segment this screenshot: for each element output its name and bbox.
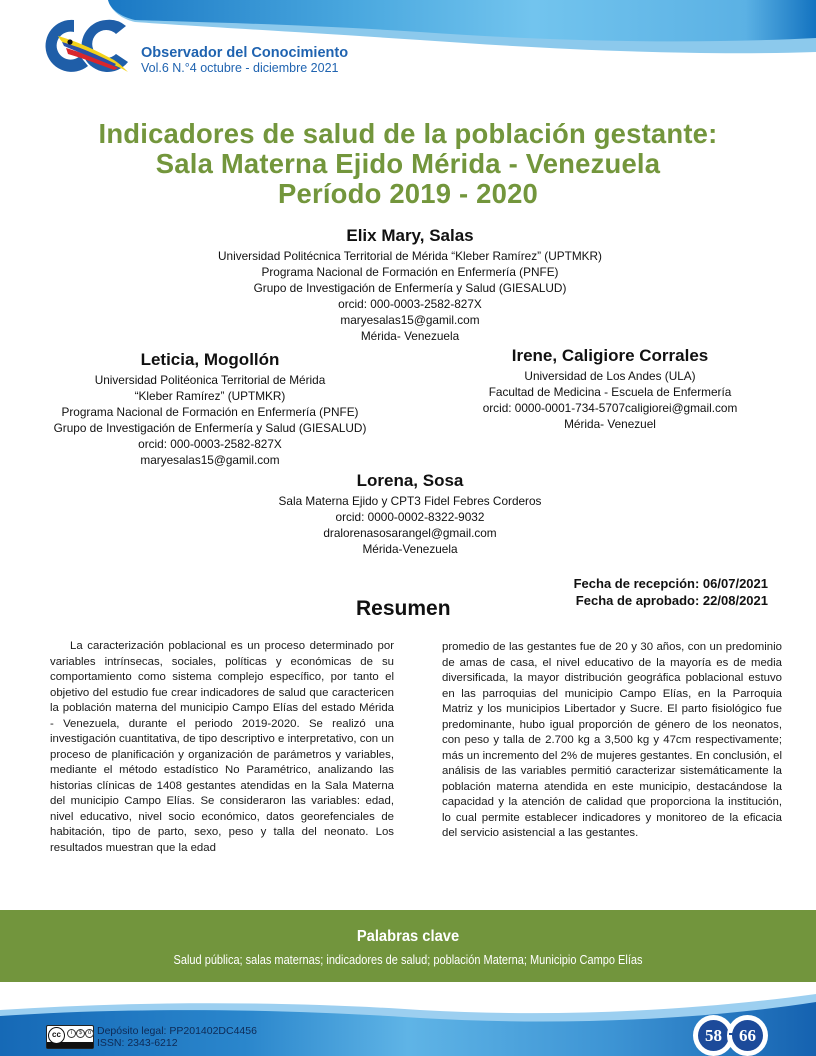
journal-masthead [141,45,348,75]
author-block [200,471,620,557]
title-line: Indicadores de salud de la población gestante: [98,118,718,149]
author-block [410,346,810,432]
author-orcid: orcid: 0000-0001-734-5707caligiorei@gmail.com [482,401,738,415]
deposito-legal: Depósito legal: PP201402DC4456 [97,1025,257,1037]
nc-icon: $ [76,1029,85,1038]
page-start: 58 [698,1020,729,1051]
creative-commons-by-nc-sa-icon [46,1025,94,1049]
keywords-band [0,910,816,982]
submission-dates [574,575,768,609]
approved-date: Fecha de aprobado: 22/08/2021 [575,593,768,608]
author-orcid: orcid: 000-0003-2582-827X [138,437,282,451]
author-affiliation: Programa Nacional de Formación en Enfermería (PNFE) [61,405,359,419]
author-orcid: orcid: 000-0003-2582-827X [338,297,482,311]
author-name: Leticia, Mogollón [140,350,280,369]
keywords-title: Palabras clave [356,928,460,945]
author-orcid: orcid: 0000-0002-8322-9032 [335,510,485,524]
author-affiliation: Grupo de Investigación de Enfermería y Salud (GIESALUD) [253,281,567,295]
author-email: dralorenasosarangel@gmail.com [323,526,497,540]
keywords-list: Salud pública; salas maternas; indicadores de salud; población Materna; Municipio Campo Elías [173,953,643,967]
author-name: Lorena, Sosa [356,471,464,490]
abstract-heading: Resumen [356,597,451,620]
author-name: Irene, Caligiore Corrales [511,346,709,365]
title-line: Sala Materna Ejido Mérida - Venezuela [155,148,661,179]
author-location: Mérida- Venezuel [564,417,656,431]
paper-title [8,119,808,209]
by-icon: i [67,1029,76,1038]
journal-name: Observador del Conocimiento [141,45,349,61]
received-date: Fecha de recepción: 06/07/2021 [573,576,768,591]
author-affiliation: “Kleber Ramírez” (UPTMKR) [134,389,286,403]
abstract-left-column: La caracterización poblacional es un proceso determinado por variables intrínsecas, sociales, políticas y económicas de su comportamiento como sistema complejo específico, por tanto el objetivo del estudio fue crear indicadores de salud que caractericen la población materna del municipio Campo Elías del estado Mérida - Venezuela, durante el periodo 2019-2020. Se realizó una investigación cuantitativa, de tipo descriptivo e interpretativo, con un proceso de planificación y organización de parámetros y variables, mediante el método estadístico No Paramétrico, analizando las historias clínicas de 1408 gestantes atendidas en la Sala Materna del municipio Campo Elías. Se consideraron las variables: edad, nivel educativo, nivel socio económico, datos georefenciales de habitación, tipo de parto, sexo, peso y talla del neonato. Los resultados muestran que la edad [50,640,394,854]
journal-issue: Vol.6 N.°4 octubre - diciembre 2021 [141,61,339,75]
author-name: Elix Mary, Salas [346,226,474,245]
publication-info [97,1025,257,1049]
title-line: Período 2019 - 2020 [278,178,538,209]
author-affiliation: Programa Nacional de Formación en Enfermería (PNFE) [261,265,559,279]
cc-icon: cc [48,1027,65,1044]
page-range-dash [729,1033,735,1035]
page-end-badge [727,1015,768,1056]
abstract-right-column: promedio de las gestantes fue de 20 y 30 años, con un predominio de amas de casa, el nivel educativo de la mayoría es de media diversificada, la mayor distribución geográfica poblacional estuvo en las parroquias del municipio Campo Elías, en la Parroquia Matriz y los municipios Libertador y Sucre. El parto fisiológico fue predominante, hubo igual proporción de género de los neonatos, con peso y talla de 2.700 kg a 3,500 kg y 47cm respectivamente; más un incremento del 2% de mujeres gestantes. En conclusión, el análisis de las variables permitió caracterizar sistemáticamente la población materna atendida en este municipio, destacándose la capacidad y la atención de calidad que proporciona la institución, lo cual permite establecer indicadores y monitoreo de la eficacia del servicio asistencial a las gestantes. [442,641,782,839]
oc-logo-icon [44,14,132,80]
page-end: 66 [732,1020,763,1051]
author-email: maryesalas15@gamil.com [140,453,280,467]
author-block [150,226,670,344]
author-block [10,350,410,468]
issn: ISSN: 2343-6212 [97,1037,178,1049]
author-affiliation: Universidad Politéonica Territorial de Mérida [94,373,326,387]
author-email: maryesalas15@gamil.com [340,313,480,327]
author-affiliation: Grupo de Investigación de Enfermería y Salud (GIESALUD) [53,421,367,435]
page-range [693,1015,773,1056]
author-affiliation: Facultad de Medicina - Escuela de Enfermería [488,385,732,399]
author-location: Mérida-Venezuela [362,542,458,556]
sa-icon: o [85,1029,94,1038]
author-location: Mérida- Venezuela [360,329,460,343]
author-affiliation: Universidad de Los Andes (ULA) [524,369,696,383]
author-affiliation: Sala Materna Ejido y CPT3 Fidel Febres Corderos [278,494,542,508]
author-affiliation: Universidad Politécnica Territorial de Mérida “Kleber Ramírez” (UPTMKR) [218,249,602,263]
